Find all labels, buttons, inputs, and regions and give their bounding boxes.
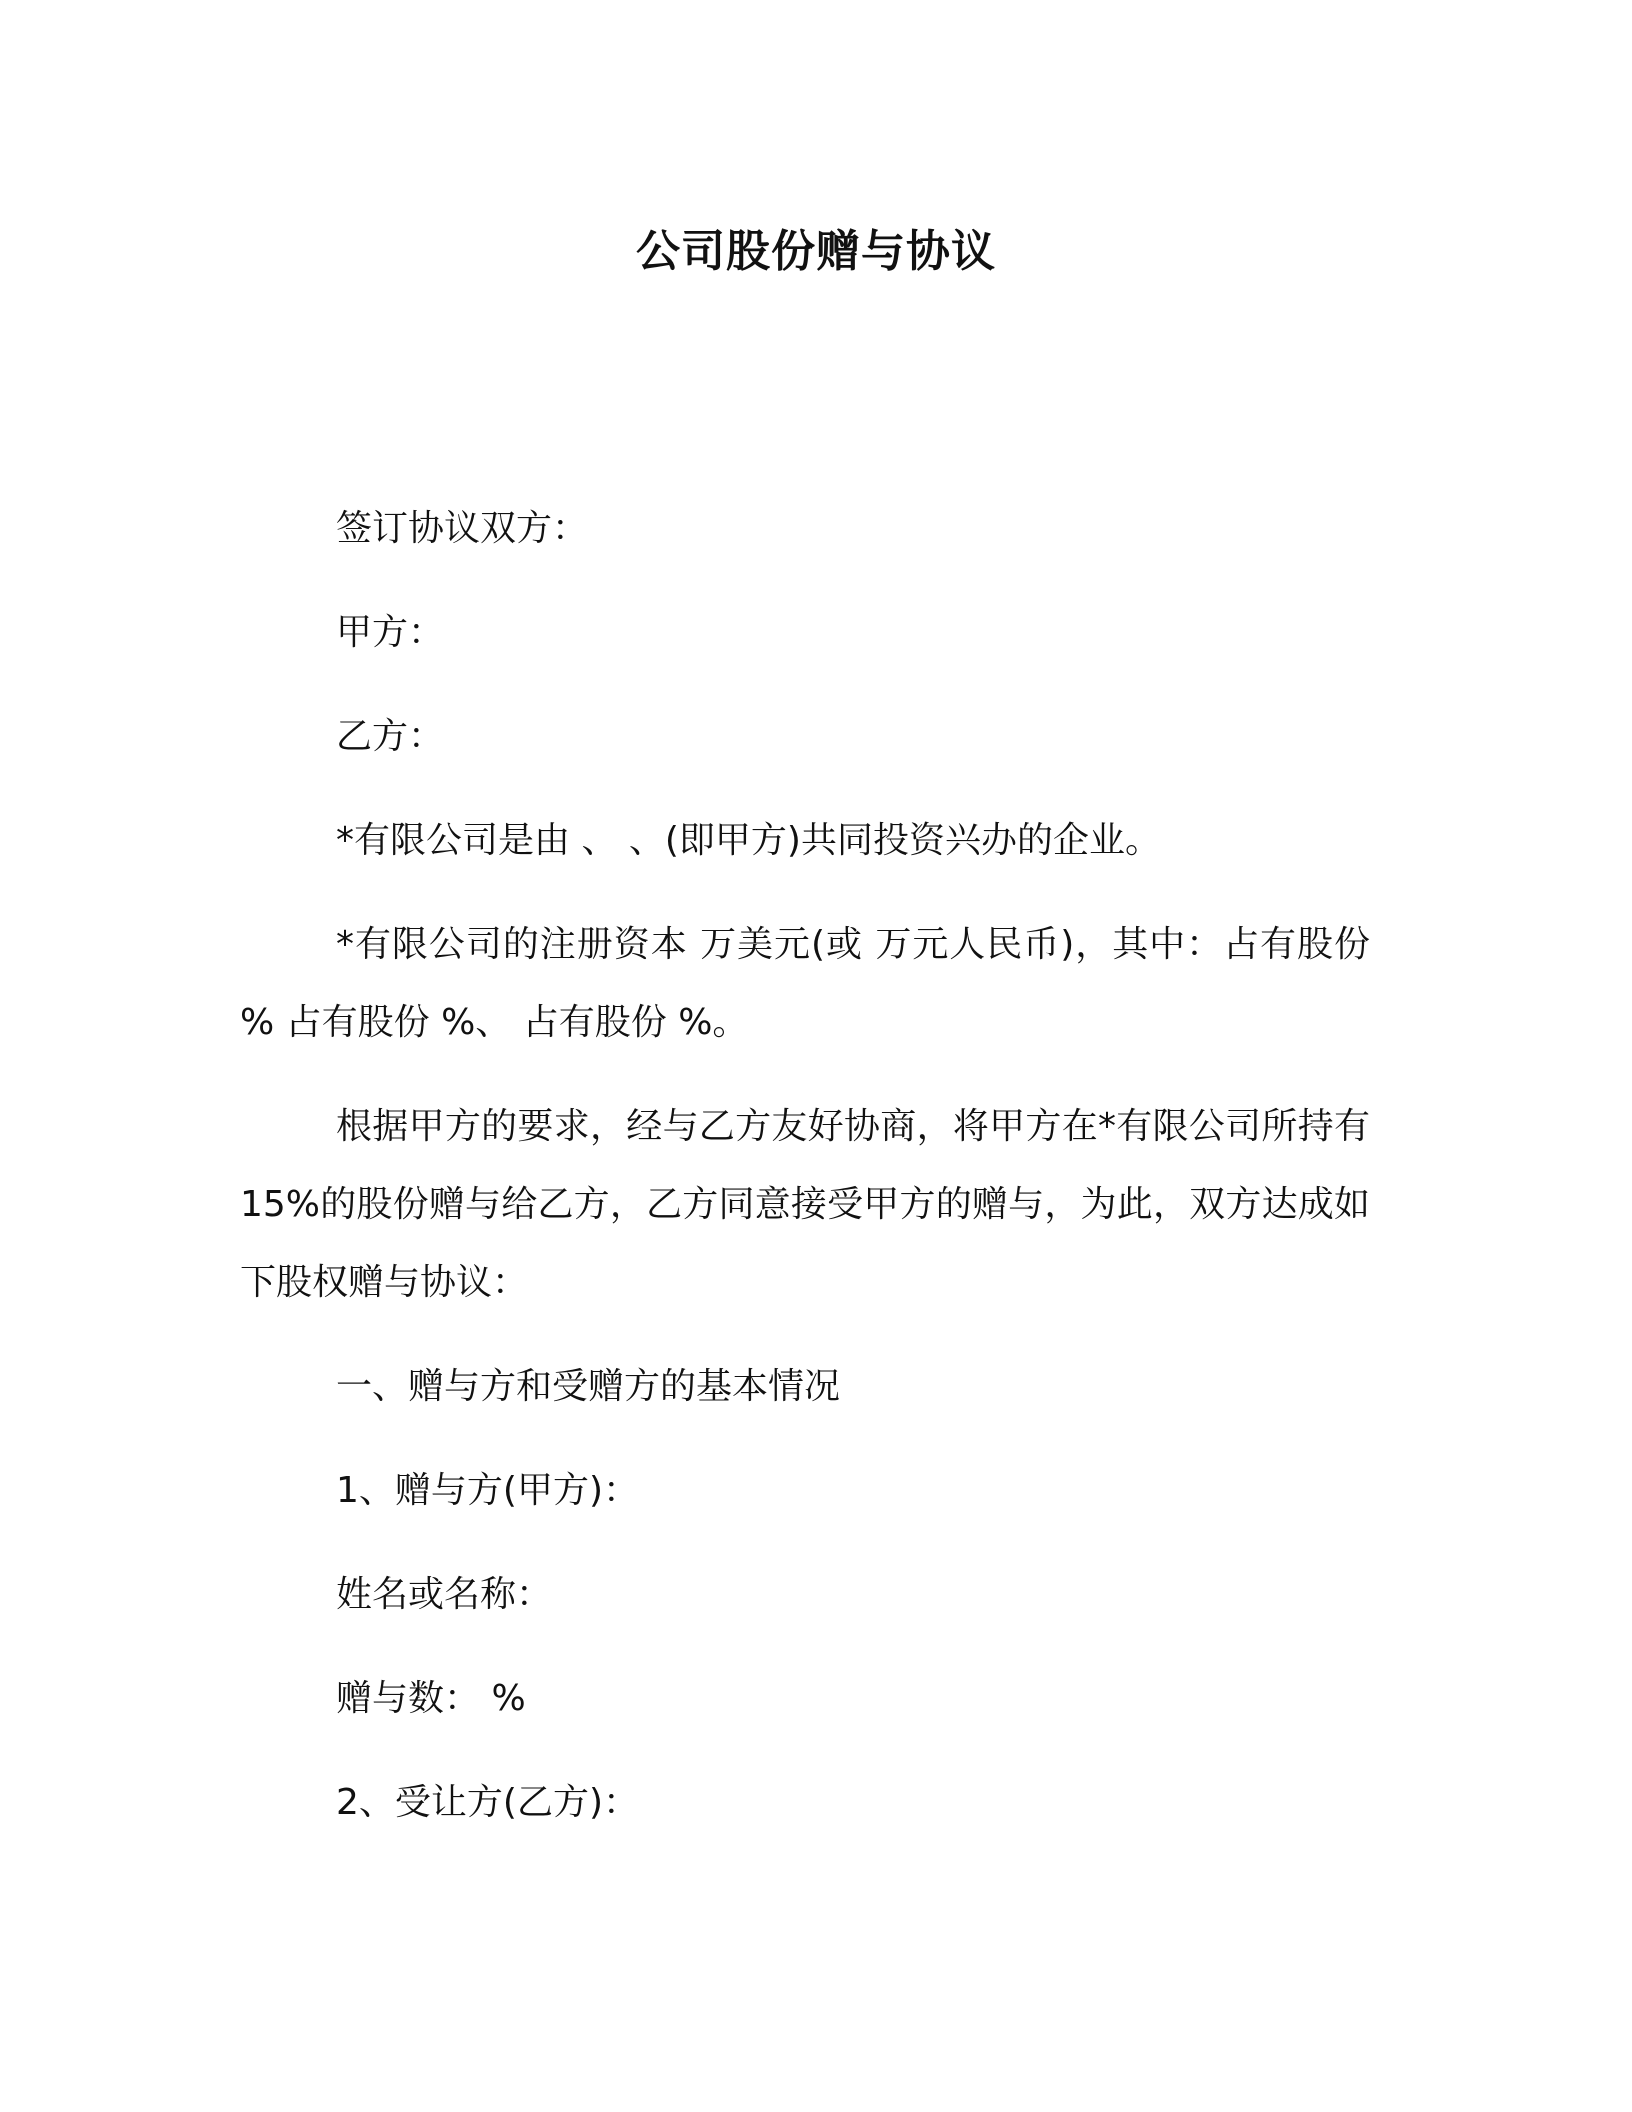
- paragraph-party-b: 乙方：: [336, 716, 445, 757]
- paragraph-party-a: 甲方：: [336, 612, 445, 653]
- document-title: 公司股份赠与协议: [636, 226, 996, 277]
- paragraph-registered-capital: *有限公司的注册资本 万美元(或 万元人民币)，其中：占有股份 % 占有股份 %、 占有股份 %。: [240, 924, 1370, 1043]
- paragraph-recipient: 2、受让方(乙方)：: [336, 1782, 639, 1823]
- paragraph-agreement-purpose: 根据甲方的要求，经与乙方友好协商，将甲方在*有限公司所持有 15%的股份赠与给乙方，乙方同意接受甲方的赠与，为此，双方达成如下股权赠与协议：: [240, 1106, 1370, 1303]
- paragraph-company-established: *有限公司是由 、 、(即甲方)共同投资兴办的企业。: [336, 820, 1161, 861]
- paragraph-donor: 1、赠与方(甲方)：: [336, 1470, 639, 1511]
- document-body: [240, 490, 1370, 1868]
- paragraph-donor-name: 姓名或名称：: [336, 1574, 553, 1615]
- section-heading-basic-info: 一、赠与方和受赠方的基本情况: [336, 1366, 841, 1407]
- paragraph-donation-amount: 赠与数： %: [336, 1678, 526, 1719]
- paragraph-parties: 签订协议双方：: [336, 508, 589, 549]
